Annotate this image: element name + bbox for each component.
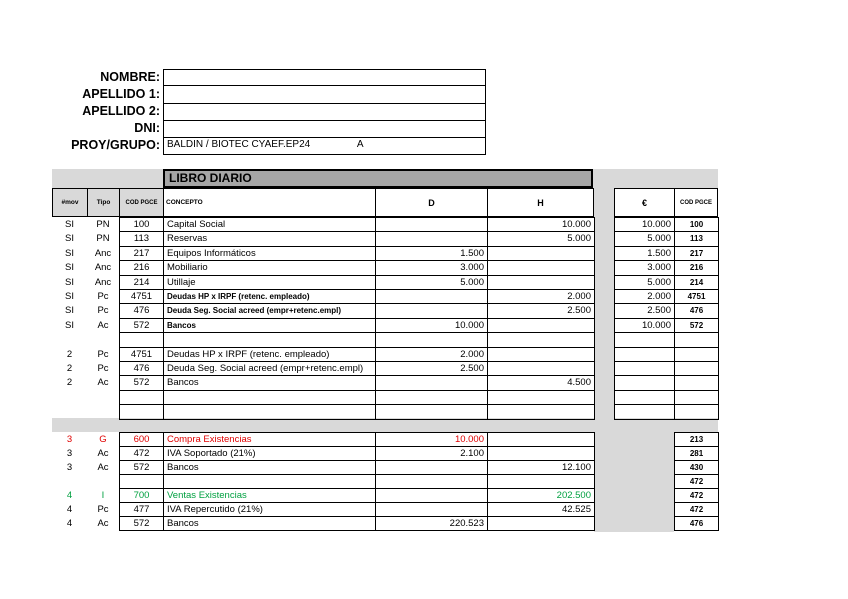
cell-debe [376, 290, 487, 303]
cell-haber [488, 391, 594, 404]
cell-debe [376, 489, 487, 502]
cell-haber: 2.500 [567, 305, 591, 317]
col-header-euro: € [614, 188, 675, 217]
cell-debe: 2.100 [460, 448, 484, 459]
header-field[interactable]: BALDIN / BIOTEC CYAEF.EP24 A [163, 137, 486, 155]
cell-mov: SI [65, 319, 74, 331]
cell-cod2: 472 [689, 477, 704, 486]
cell-cod: 4751 [130, 348, 153, 360]
cell-haber: 12.100 [561, 462, 591, 473]
cell-mov: 4 [66, 504, 73, 515]
col-header-cod: COD PGCE [119, 188, 164, 217]
cell-debe [376, 405, 487, 418]
grid-hline [674, 530, 718, 531]
grid-vline [718, 217, 719, 420]
cell-tipo [87, 405, 119, 418]
header-label: APELLIDO 2: [82, 104, 160, 118]
cell-haber: 5.000 [567, 233, 591, 245]
cell-mov: SI [65, 247, 74, 259]
cell-haber [488, 276, 594, 289]
cell-cod2: 217 [689, 248, 704, 258]
header-field[interactable] [163, 103, 486, 121]
cell-cod: 113 [133, 233, 150, 245]
cell-cod2 [675, 333, 718, 346]
cell-debe [376, 461, 487, 474]
cell-tipo [87, 333, 119, 346]
cell-cod [120, 405, 163, 418]
cell-concepto: Utillaje [167, 276, 196, 288]
page-title [163, 169, 593, 188]
cell-cod2: 213 [689, 435, 704, 444]
cell-cod2: 4751 [687, 292, 706, 301]
cell-tipo: PN [96, 233, 110, 245]
cell-cod2: 472 [689, 491, 704, 500]
cell-cod2: 214 [689, 277, 704, 287]
title-text: LIBRO DIARIO [169, 171, 252, 185]
header-field[interactable] [163, 120, 486, 138]
cell-cod: 572 [133, 319, 150, 331]
cell-cod2 [675, 376, 718, 389]
cell-mov: 3 [66, 448, 73, 459]
cell-cod2: 281 [689, 449, 704, 458]
cell-cod2: 572 [689, 320, 704, 330]
cell-haber: 202.500 [556, 490, 591, 501]
grey-panel-right-lower [594, 432, 674, 532]
cell-tipo [87, 475, 119, 488]
header-label: NOMBRE: [100, 70, 160, 84]
cell-cod2 [675, 362, 718, 375]
grey-band-mid [52, 418, 718, 432]
cell-concepto: Bancos [167, 320, 196, 330]
cell-debe: 220.523 [449, 518, 484, 529]
cell-euro: 2.500 [647, 305, 671, 317]
col-header-haber: H [487, 188, 594, 217]
cell-cod2: 476 [689, 306, 704, 316]
cell-euro: 1.500 [647, 247, 671, 259]
cell-mov: SI [65, 291, 74, 302]
cell-debe: 2.000 [460, 348, 484, 360]
cell-haber [488, 247, 594, 260]
cell-mov [52, 475, 87, 488]
cell-debe [376, 503, 487, 516]
cell-concepto: Capital Social [167, 219, 226, 230]
cell-tipo: Ac [97, 448, 109, 459]
cell-concepto [164, 405, 375, 418]
col-header-concepto: CONCEPTO [163, 188, 376, 217]
cell-cod: 217 [133, 247, 150, 259]
cell-debe [376, 391, 487, 404]
col-header-debe: D [375, 188, 488, 217]
cell-debe: 2.500 [460, 363, 484, 374]
grid-vline [718, 432, 719, 531]
cell-debe: 1.500 [460, 247, 484, 259]
cell-euro: 5.000 [647, 233, 671, 245]
cell-concepto: Bancos [167, 518, 199, 529]
cell-euro [615, 333, 674, 346]
cell-tipo: Pc [97, 348, 109, 360]
cell-cod2: 216 [689, 263, 704, 273]
cell-cod: 700 [133, 490, 150, 501]
cell-haber: 4.500 [567, 377, 591, 389]
cell-cod [120, 333, 163, 346]
cell-haber [488, 333, 594, 346]
cell-tipo: G [99, 434, 107, 445]
cell-debe: 5.000 [460, 276, 484, 288]
cell-tipo: I [101, 490, 105, 501]
cell-concepto [164, 333, 375, 346]
cell-concepto: Bancos [167, 462, 199, 473]
cell-euro [615, 362, 674, 375]
cell-haber [488, 475, 594, 488]
cell-concepto: Bancos [167, 377, 199, 389]
cell-cod: 4751 [130, 291, 153, 302]
cell-cod2: 472 [689, 505, 704, 514]
cell-concepto: Deuda Seg. Social acreed (empr+retenc.empl) [167, 363, 364, 374]
cell-cod: 216 [133, 262, 150, 274]
cell-mov: SI [65, 305, 74, 317]
cell-cod2 [675, 348, 718, 361]
cell-concepto [164, 475, 375, 488]
cell-mov: 3 [66, 434, 73, 445]
cell-euro: 10.000 [641, 319, 671, 331]
cell-debe [376, 232, 487, 245]
cell-euro: 5.000 [647, 276, 671, 288]
cell-cod: 100 [133, 219, 150, 230]
cell-cod: 600 [133, 434, 150, 445]
cell-cod: 476 [133, 363, 150, 374]
cell-mov [52, 405, 87, 418]
cell-mov: SI [65, 262, 74, 274]
cell-tipo [87, 391, 119, 404]
cell-haber: 42.525 [561, 504, 591, 515]
cell-cod: 572 [133, 462, 150, 473]
cell-euro: 2.000 [647, 291, 671, 302]
grid-vline [594, 217, 595, 420]
cell-cod2: 113 [690, 234, 703, 244]
cell-mov: 3 [66, 462, 73, 473]
cell-tipo: Ac [97, 377, 109, 389]
grid-hline [614, 419, 718, 420]
cell-tipo: Pc [97, 504, 109, 515]
cell-cod: 572 [133, 518, 150, 529]
cell-haber [488, 348, 594, 361]
cell-mov [52, 333, 87, 346]
cell-concepto: Compra Existencias [167, 434, 252, 445]
cell-concepto [164, 391, 375, 404]
cell-cod: 477 [133, 504, 150, 515]
header-label: DNI: [134, 121, 160, 135]
header-field[interactable] [163, 69, 486, 86]
grid-hline [119, 419, 594, 420]
cell-haber: 2.000 [567, 291, 591, 302]
header-label: PROY/GRUPO: [71, 138, 160, 152]
cell-tipo: Anc [94, 276, 112, 288]
cell-tipo: Pc [97, 363, 109, 374]
cell-cod2: 430 [689, 463, 704, 472]
cell-debe: 10.000 [454, 319, 484, 331]
cell-cod2 [675, 391, 718, 404]
cell-concepto: Ventas Existencias [167, 490, 247, 501]
cell-debe [376, 333, 487, 346]
cell-mov: 2 [66, 363, 73, 374]
cell-cod2: 476 [689, 519, 704, 528]
cell-haber [488, 362, 594, 375]
col-header-mov: #mov [52, 188, 88, 217]
cell-cod: 476 [133, 305, 150, 317]
cell-debe [376, 218, 487, 231]
cell-concepto: IVA Soportado (21%) [167, 448, 256, 459]
cell-mov: 2 [66, 348, 73, 360]
cell-debe: 3.000 [460, 262, 484, 274]
cell-cod2: 100 [689, 220, 704, 229]
cell-haber [488, 447, 594, 460]
cell-tipo: Ac [97, 462, 109, 473]
cell-euro [615, 376, 674, 389]
cell-tipo: Ac [97, 319, 109, 331]
cell-concepto: Deudas HP x IRPF (retenc. empleado) [167, 292, 310, 301]
cell-tipo: Pc [97, 305, 109, 317]
cell-concepto: IVA Repercutido (21%) [167, 504, 263, 515]
col-header-cod2: COD PGCE [674, 188, 718, 217]
grey-panel-right [594, 188, 614, 418]
cell-tipo: Ac [97, 518, 109, 529]
cell-cod [120, 391, 163, 404]
cell-concepto: Deuda Seg. Social acreed (empr+retenc.empl) [167, 306, 342, 316]
cell-euro [615, 391, 674, 404]
header-label: APELLIDO 1: [82, 87, 160, 101]
cell-euro [615, 348, 674, 361]
cell-cod [120, 475, 163, 488]
grid-vline [594, 432, 595, 531]
cell-mov: SI [65, 276, 74, 288]
cell-debe [376, 304, 487, 317]
cell-concepto: Deudas HP x IRPF (retenc. empleado) [167, 348, 330, 360]
cell-euro: 10.000 [641, 219, 671, 230]
cell-mov: 4 [66, 518, 73, 529]
cell-concepto: Mobiliario [167, 262, 208, 274]
cell-mov: 4 [66, 490, 73, 501]
cell-concepto: Equipos Informáticos [167, 247, 256, 259]
grid-hline [119, 530, 594, 531]
cell-cod2 [675, 405, 718, 418]
cell-mov: SI [65, 219, 74, 230]
cell-haber [488, 433, 594, 446]
cell-tipo: Pc [97, 291, 109, 302]
cell-mov: 2 [66, 377, 73, 389]
cell-mov [52, 391, 87, 404]
cell-cod: 472 [133, 448, 150, 459]
cell-cod: 572 [133, 377, 150, 389]
cell-haber [488, 517, 594, 530]
cell-haber [488, 319, 594, 332]
header-field[interactable] [163, 86, 486, 104]
cell-debe [376, 376, 487, 389]
cell-mov: SI [65, 233, 74, 245]
col-header-tipo: Tipo [87, 188, 120, 217]
cell-euro [615, 405, 674, 418]
cell-haber [488, 261, 594, 274]
cell-tipo: Anc [94, 262, 112, 274]
cell-cod: 214 [133, 276, 150, 288]
cell-haber [488, 405, 594, 418]
cell-concepto: Reservas [167, 233, 208, 245]
cell-tipo: PN [96, 219, 110, 230]
cell-euro: 3.000 [647, 262, 671, 274]
cell-debe [376, 475, 487, 488]
cell-haber: 10.000 [561, 219, 591, 230]
cell-debe: 10.000 [454, 434, 484, 445]
cell-tipo: Anc [94, 247, 112, 259]
